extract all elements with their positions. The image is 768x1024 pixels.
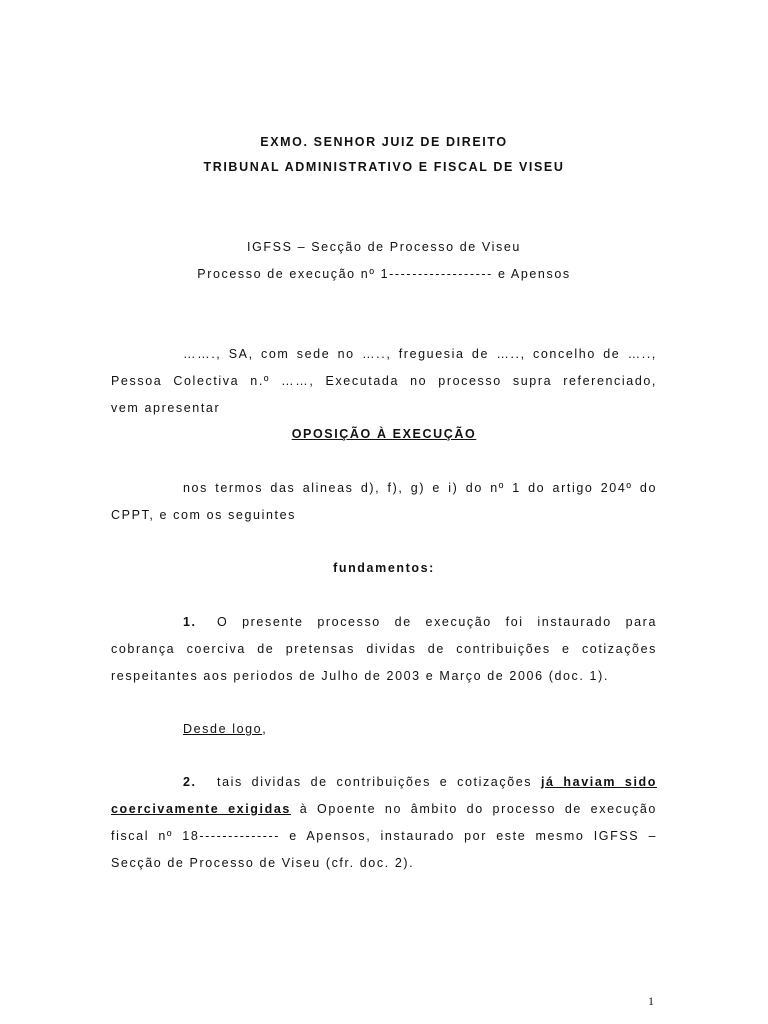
item-2-line-3: fiscal nº 18-------------- e Apensos, instaurado por este mesmo IGFSS – xyxy=(111,829,657,843)
item-2-emphasis-1: já haviam sido xyxy=(540,775,657,789)
reference-line-1: IGFSS – Secção de Processo de Viseu xyxy=(247,240,521,254)
transition-phrase-text: Desde logo xyxy=(183,722,263,736)
item-1-number: 1. xyxy=(183,615,197,629)
item-2-line-4: Secção de Processo de Viseu (cfr. doc. 2). xyxy=(111,856,415,870)
item-2-line-1-text: tais dividas de contribuições e cotizações xyxy=(217,775,541,789)
item-1-line-1: O presente processo de execução foi instaurado para xyxy=(217,615,657,629)
reference-line-2: Processo de execução nº 1------------------ e Apensos xyxy=(197,267,571,281)
transition-phrase xyxy=(183,721,267,737)
terms-line-1: nos termos das alineas d), f), g) e i) do nº 1 do artigo 204º do xyxy=(183,481,657,495)
item-2-line-2 xyxy=(111,801,657,817)
item-2-number: 2. xyxy=(183,775,197,789)
transition-phrase-comma: , xyxy=(262,722,268,736)
section-heading: fundamentos: xyxy=(333,561,435,575)
item-2-line-2-text: à Opoente no âmbito do processo de execução xyxy=(290,802,657,816)
item-1-line-2: cobrança coerciva de pretensas dividas de contribuições e cotizações xyxy=(111,642,657,656)
item-2-line-1 xyxy=(217,774,657,790)
item-1-line-3: respeitantes aos periodos de Julho de 2003 e Março de 2006 (doc. 1). xyxy=(111,669,609,683)
page-number: 1 xyxy=(648,994,654,1008)
document-title: OPOSIÇÃO À EXECUÇÃO xyxy=(291,427,477,441)
terms-line-2: CPPT, e com os seguintes xyxy=(111,508,296,522)
addressee-line-2: TRIBUNAL ADMINISTRATIVO E FISCAL DE VISEU xyxy=(203,160,565,174)
intro-line-1: ……., SA, com sede no ….., freguesia de ….., concelho de ….., xyxy=(183,347,657,361)
intro-line-3: vem apresentar xyxy=(111,401,221,415)
item-2-emphasis-2: coercivamente exigidas xyxy=(111,802,291,816)
addressee-line-1: EXMO. SENHOR JUIZ DE DIREITO xyxy=(260,135,508,149)
intro-line-2: Pessoa Colectiva n.º ……, Executada no processo supra referenciado, xyxy=(111,374,657,388)
